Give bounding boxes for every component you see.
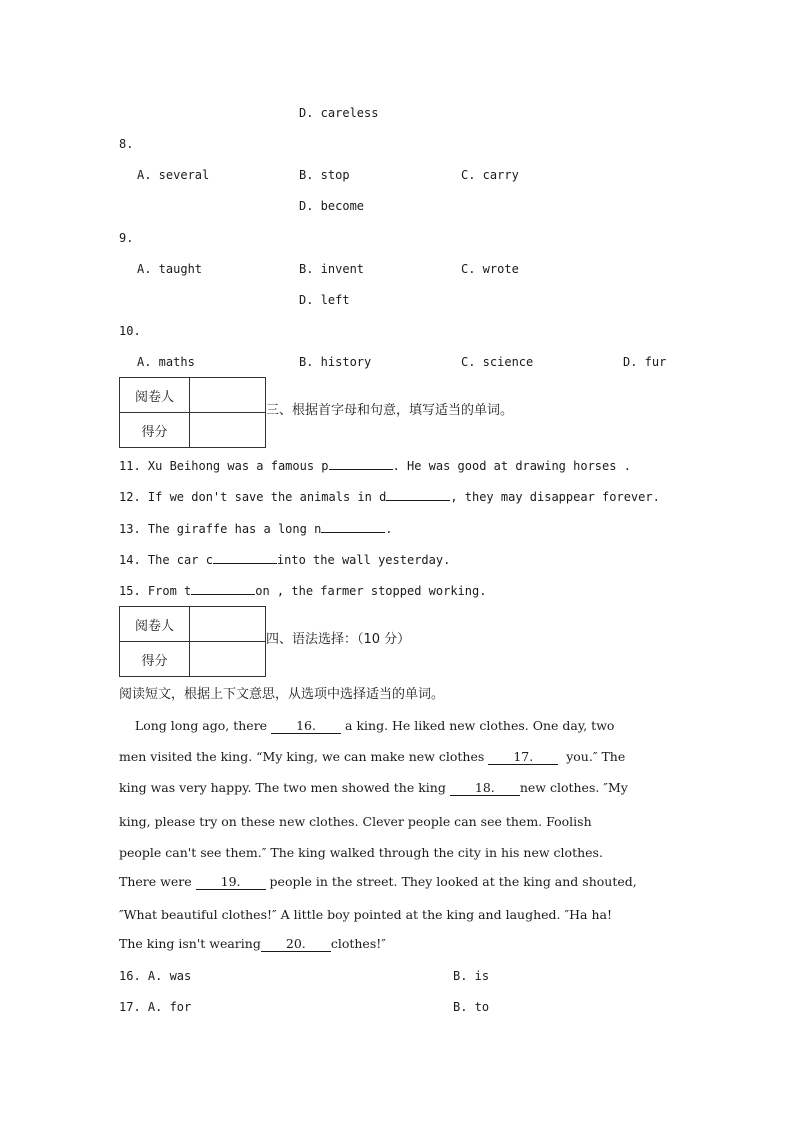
passage-line-8: [119, 936, 386, 952]
q8-number: 8.: [119, 137, 134, 151]
q11-line: [119, 458, 631, 474]
q10-option-c: C. science: [461, 355, 534, 369]
q14-line: [119, 552, 450, 568]
q12-blank: [386, 500, 450, 501]
reviewer-label: 阅卷人: [120, 378, 190, 413]
passage-line-3: [119, 780, 628, 796]
q8-option-c: C. carry: [461, 168, 519, 182]
passage-text: new clothes. ″My: [519, 780, 628, 795]
reviewer-cell: [190, 378, 266, 413]
q11-post: . He was good at drawing horses .: [392, 459, 631, 473]
passage-text: people in the street. They looked at the king and shouted,: [265, 874, 637, 889]
q12-post: , they may disappear forever.: [450, 490, 660, 504]
passage-text: clothes!″: [330, 936, 386, 951]
passage-line-4: king, please try on these new clothes. Clever people can see them. Foolish: [119, 814, 592, 829]
reviewer-cell: [190, 607, 266, 642]
passage-text: There were: [119, 874, 196, 889]
q13-line: [119, 521, 393, 537]
reviewer-label: 阅卷人: [120, 607, 190, 642]
q14-pre: 14. The car c: [119, 553, 213, 567]
grader-table-3: [119, 377, 266, 448]
passage-text: king was very happy. The two men showed the king: [119, 780, 450, 795]
passage-text: a king. He liked new clothes. One day, two: [341, 718, 615, 733]
blank-18: 18.: [450, 781, 520, 796]
q12-line: [119, 489, 660, 505]
q14-blank: [213, 563, 277, 564]
q15-blank: [191, 594, 255, 595]
q17-option-a: 17. A. for: [119, 1000, 192, 1014]
passage-text: Long long ago, there: [119, 718, 272, 733]
q15-pre: 15. From t: [119, 584, 192, 598]
q17-option-b: B. to: [453, 1000, 490, 1014]
q16-option-a: 16. A. was: [119, 969, 192, 983]
q9-number: 9.: [119, 231, 134, 245]
q8-option-d: D. become: [299, 199, 365, 213]
q10-option-b: B. history: [299, 355, 372, 369]
q15-line: [119, 583, 486, 599]
section4-instruction: 阅读短文，根据上下文意思，从选项中选择适当的单词。: [119, 687, 445, 702]
q12-pre: 12. If we don't save the animals in d: [119, 490, 387, 504]
q8-option-b: B. stop: [299, 168, 350, 182]
q9-option-d: D. left: [299, 293, 350, 307]
q9-option-a: A. taught: [137, 262, 203, 276]
q16-option-b: B. is: [453, 969, 490, 983]
blank-17: 17.: [488, 750, 558, 765]
q10-option-d: D. fur: [623, 355, 667, 369]
passage-text: you.″ The: [558, 749, 626, 764]
score-label: 得分: [120, 413, 190, 448]
score-cell: [190, 642, 266, 677]
passage-line-2: [119, 749, 625, 765]
blank-20: 20.: [261, 937, 331, 952]
q9-option-c: C. wrote: [461, 262, 519, 276]
q11-pre: 11. Xu Beihong was a famous p: [119, 459, 329, 473]
q8-option-a: A. several: [137, 168, 210, 182]
score-cell: [190, 413, 266, 448]
passage-text: The king isn't wearing: [119, 936, 261, 951]
section4-title: 四、语法选择：（10 分）: [266, 632, 411, 647]
passage-line-1: [119, 718, 614, 734]
passage-text: men visited the king. “My king, we can make new clothes: [119, 749, 489, 764]
q14-post: into the wall yesterday.: [276, 553, 451, 567]
passage-line-5: people can't see them.″ The king walked through the city in his new clothes.: [119, 845, 603, 860]
score-label: 得分: [120, 642, 190, 677]
blank-19: 19.: [196, 875, 266, 890]
blank-16: 16.: [271, 719, 341, 734]
q10-option-a: A. maths: [137, 355, 195, 369]
grader-table-4: [119, 606, 266, 677]
passage-line-7: ″What beautiful clothes!″ A little boy pointed at the king and laughed. ″Ha ha!: [119, 907, 612, 922]
section3-title: 三、根据首字母和句意，填写适当的单词。: [266, 403, 514, 418]
q7-option-d: D. careless: [299, 106, 379, 120]
q15-post: on , the farmer stopped working.: [255, 584, 487, 598]
q13-post: .: [385, 522, 393, 536]
q13-pre: 13. The giraffe has a long n: [119, 522, 322, 536]
q9-option-b: B. invent: [299, 262, 365, 276]
q13-blank: [321, 532, 385, 533]
passage-line-6: [119, 874, 637, 890]
q11-blank: [329, 469, 393, 470]
q10-number: 10.: [119, 324, 141, 338]
